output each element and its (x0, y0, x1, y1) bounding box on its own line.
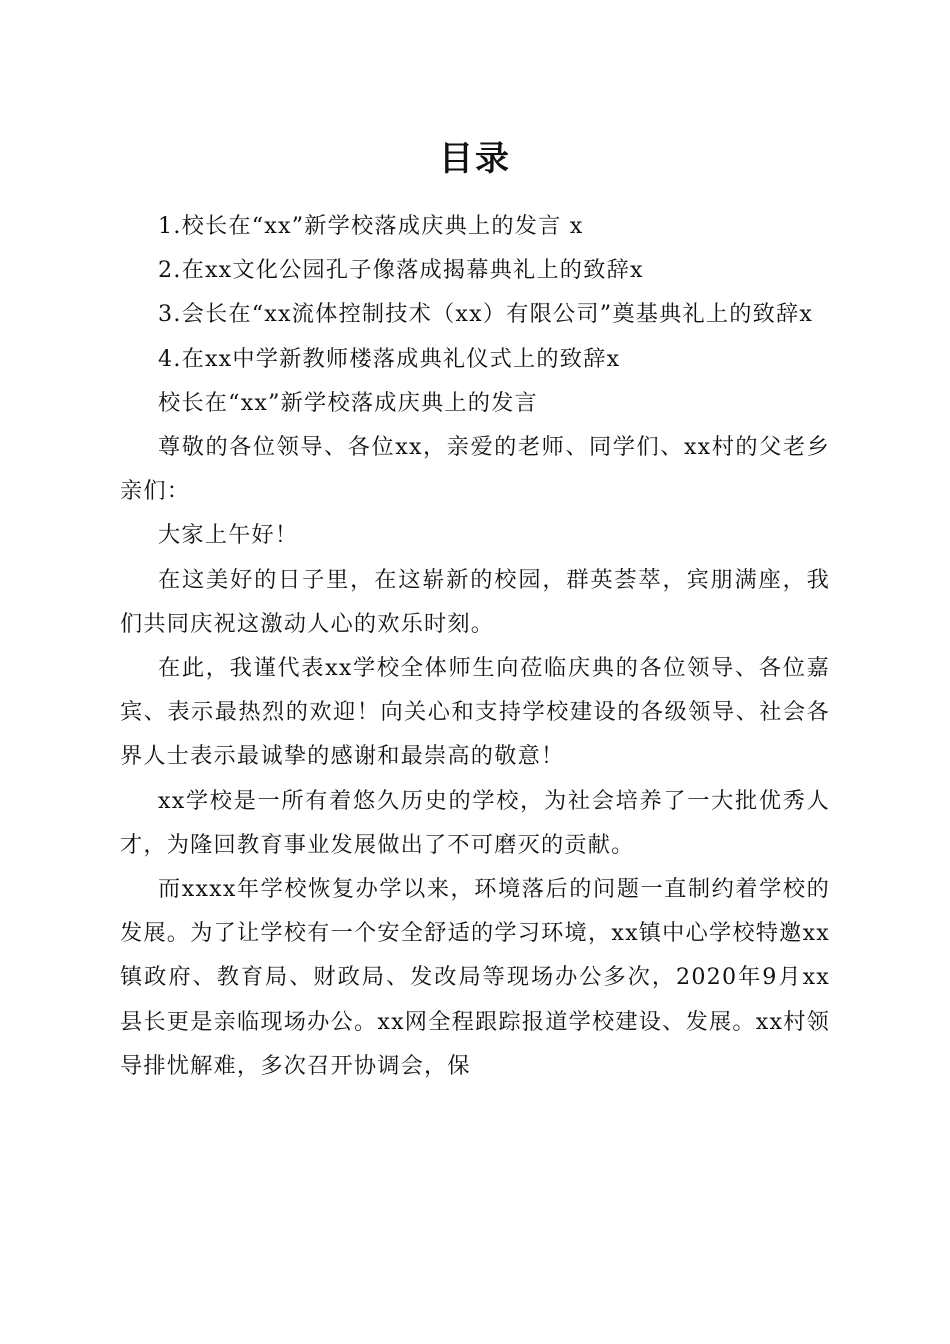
toc-entry[interactable]: 2.在xx文化公园孔子像落成揭幕典礼上的致辞x (158, 257, 644, 284)
salutation-paragraph: 尊敬的各位领导、各位xx，亲爱的老师、同学们、xx村的父老乡亲们： (120, 434, 830, 505)
body-paragraph: 在此，我谨代表xx学校全体师生向莅临庆典的各位领导、各位嘉宾、表示最热烈的欢迎！向关心和支持学校建设的各级领导、社会各界人士表示最诚挚的感谢和最崇高的敬意！ (120, 655, 830, 770)
greeting-paragraph: 大家上午好！ (158, 522, 299, 549)
document-title: 目录 (439, 139, 511, 179)
toc-entry[interactable]: 3.会长在“xx流体控制技术（xx）有限公司”奠基典礼上的致辞x (158, 301, 814, 328)
body-paragraph: 而xxxx年学校恢复办学以来，环境落后的问题一直制约着学校的发展。为了让学校有一个安全舒适的学习环境，xx镇中心学校特邀xx镇政府、教育局、财政局、发改局等现场办公多次，2020年9月xx县长更是亲临现场办公。xx网全程跟踪报道学校建设、发展。xx村领导排忧解难，多次召开协调会，保 (120, 876, 830, 1079)
body-paragraph: xx学校是一所有着悠久历史的学校，为社会培养了一大批优秀人才，为隆回教育事业发展做出了不可磨灭的贡献。 (120, 787, 830, 858)
toc-entry[interactable]: 1.校长在“xx”新学校落成庆典上的发言 x (158, 213, 584, 239)
speech-title: 校长在“xx”新学校落成庆典上的发言 (158, 389, 538, 416)
body-paragraph: 在这美好的日子里，在这崭新的校园，群英荟萃，宾朋满座，我们共同庆祝这激动人心的欢乐时刻。 (120, 566, 830, 637)
toc-entry[interactable]: 4.在xx中学新教师楼落成典礼仪式上的致辞x (158, 345, 621, 372)
document-body (120, 204, 830, 1088)
